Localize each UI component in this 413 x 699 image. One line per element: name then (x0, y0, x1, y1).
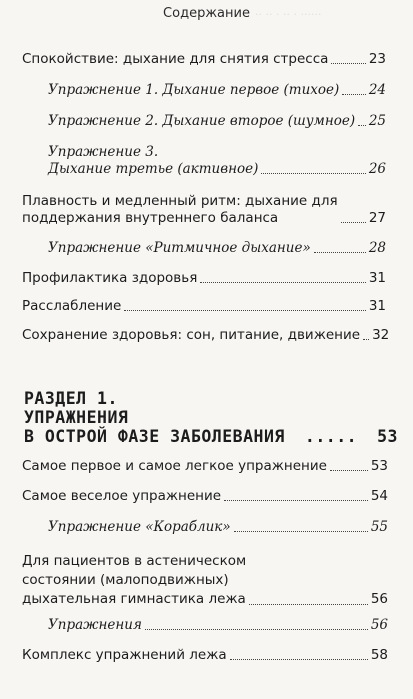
toc-entry[interactable] (48, 240, 386, 257)
toc-entry-title-line: Упражнение 3. (48, 144, 159, 160)
leader-dots (124, 310, 365, 311)
toc-entry-title: Расслабление (22, 298, 122, 314)
toc-entry-title: Самое первое и самое легкое упражнение (22, 458, 327, 474)
leader-dots (200, 282, 365, 283)
toc-entry[interactable] (48, 82, 386, 99)
toc-entry-page: 55 (370, 519, 388, 535)
page-title: Содержание (163, 6, 250, 21)
toc-entry-title: Упражнение 2. Дыхание второе (шумное) (48, 113, 356, 129)
leader-dots (341, 222, 366, 223)
toc-entry-page: 31 (368, 270, 386, 286)
leader-dots (331, 63, 365, 64)
leader-dots (261, 173, 365, 174)
toc-entry[interactable] (22, 647, 388, 664)
toc-entry-title: Упражнение «Ритмичное дыхание» (48, 240, 311, 256)
toc-entry-page: 32 (372, 327, 390, 343)
toc-entry[interactable] (22, 327, 388, 344)
section-heading-title: В ОСТРОЙ ФАЗЕ ЗАБОЛЕВАНИЯ (24, 427, 285, 446)
section-heading-line: РАЗДЕЛ 1. (24, 389, 118, 408)
section-heading-line (24, 427, 398, 446)
toc-entry-title: Профилактика здоровья (22, 270, 198, 286)
toc-entry-page: 27 (368, 210, 386, 226)
toc-entry-title (48, 144, 258, 178)
toc-entry-title-line: дыхательная гимнастика лежа (22, 591, 246, 607)
toc-entry-title-line: Для пациентов в астеническом (22, 553, 247, 569)
toc-entry-page: 58 (370, 647, 388, 663)
toc-entry-title-line: Дыхание третье (активное) (48, 161, 259, 177)
toc-entry-page: 53 (370, 458, 388, 474)
toc-entry-title-line: состоянии (малоподвижных) (22, 572, 229, 588)
leader-dots (330, 470, 368, 471)
toc-entry[interactable] (22, 298, 386, 315)
bleed-through-text: ·· ·· · ·· · ······ (255, 8, 322, 21)
leader-dots (145, 629, 368, 630)
toc-entry[interactable] (22, 458, 388, 475)
toc-entry[interactable] (22, 270, 386, 287)
leader-dots (230, 659, 368, 660)
leader-dots (314, 252, 366, 253)
toc-entry[interactable] (22, 193, 386, 227)
toc-entry-title: Упражнение 1. Дыхание первое (тихое) (48, 82, 340, 98)
leader-dots (234, 531, 368, 532)
toc-entry-title: Самое веселое упражнение (22, 488, 222, 504)
toc-entry-title: Спокойствие: дыхание для снятия стресса (22, 51, 329, 67)
toc-entry-title: Упражнение «Кораблик» (48, 519, 231, 535)
leader-dots (224, 500, 368, 501)
toc-entry-title-line: Плавность и медленный ритм: дыхание для (22, 193, 338, 209)
toc-entry-page: 54 (370, 488, 388, 504)
section-heading[interactable] (24, 389, 398, 446)
toc-entry[interactable] (48, 519, 388, 536)
toc-entry-page: 23 (368, 51, 386, 67)
section-heading-dots: ..... (304, 427, 358, 446)
leader-dots (342, 94, 366, 95)
section-heading-line: УПРАЖНЕНИЯ (24, 408, 129, 427)
toc-entry-page: 24 (368, 82, 386, 98)
leader-dots (249, 604, 368, 605)
toc-entry-page: 56 (370, 617, 388, 633)
toc-entry-page: 28 (368, 240, 386, 256)
leader-dots (358, 125, 366, 126)
section-heading-page: 53 (377, 427, 398, 446)
toc-entry-title: Комплекс упражнений лежа (22, 647, 227, 663)
toc-entry-title (22, 193, 338, 227)
toc-entry[interactable] (48, 113, 386, 130)
toc-entry-title: Упражнения (48, 617, 142, 633)
toc-entry[interactable] (48, 144, 386, 178)
toc-entry-page: 26 (368, 161, 386, 177)
toc-entry-page: 25 (368, 113, 386, 129)
toc-entry[interactable] (48, 617, 388, 634)
toc-entry-page: 31 (368, 298, 386, 314)
toc-entry[interactable] (22, 51, 386, 68)
leader-dots (363, 339, 369, 340)
toc-entry-title: Сохранение здоровья: сон, питание, движение (22, 327, 361, 343)
toc-entry[interactable] (22, 552, 388, 609)
toc-entry-title-line: поддержания внутреннего баланса (22, 210, 279, 226)
toc-entry[interactable] (22, 488, 388, 505)
toc-entry-title (22, 552, 246, 609)
toc-entry-page: 56 (370, 591, 388, 607)
